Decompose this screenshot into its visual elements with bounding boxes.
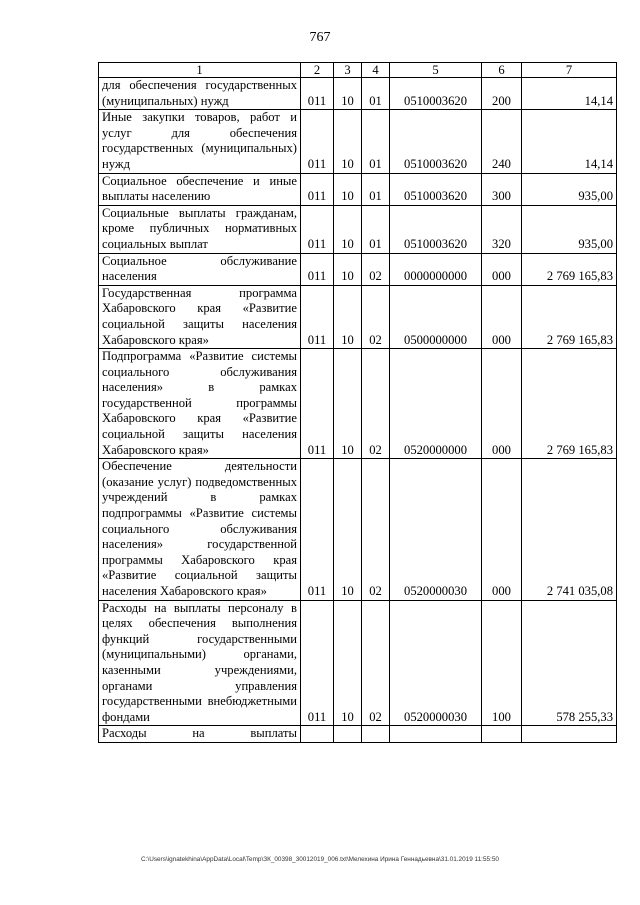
header-col-4: 4 xyxy=(362,63,390,78)
row-expense-type: 000 xyxy=(482,349,522,459)
row-target-article: 0520000000 xyxy=(390,349,482,459)
row-name: Расходы на выплаты персоналу в целях обеспечения выполнения функций государственными (муниципальными) органами, казенными учреждениями, органами управления государственными внебюджетными фондами xyxy=(99,600,301,726)
row-target-article: 0000000000 xyxy=(390,253,482,285)
row-section: 10 xyxy=(334,110,362,173)
row-target-article: 0500000000 xyxy=(390,285,482,348)
row-ministry-code: 011 xyxy=(301,600,334,726)
row-section xyxy=(334,726,362,743)
row-ministry-code: 011 xyxy=(301,285,334,348)
row-expense-type: 240 xyxy=(482,110,522,173)
row-section: 10 xyxy=(334,205,362,253)
row-subsection: 01 xyxy=(362,78,390,110)
row-ministry-code: 011 xyxy=(301,110,334,173)
row-target-article xyxy=(390,726,482,743)
row-amount: 14,14 xyxy=(522,110,617,173)
row-subsection: 02 xyxy=(362,253,390,285)
row-section: 10 xyxy=(334,173,362,205)
row-amount: 2 769 165,83 xyxy=(522,285,617,348)
row-ministry-code: 011 xyxy=(301,349,334,459)
row-amount: 935,00 xyxy=(522,173,617,205)
row-subsection: 02 xyxy=(362,600,390,726)
row-section: 10 xyxy=(334,253,362,285)
row-expense-type: 000 xyxy=(482,253,522,285)
row-section: 10 xyxy=(334,349,362,459)
table-row xyxy=(99,459,617,600)
row-subsection: 02 xyxy=(362,285,390,348)
row-name: Подпрограмма «Развитие системы социального обслуживания населения» в рамках государственной программы Хабаровского края «Развитие социальной защиты населения Хабаровского края» xyxy=(99,349,301,459)
row-subsection: 01 xyxy=(362,205,390,253)
row-ministry-code xyxy=(301,726,334,743)
row-section: 10 xyxy=(334,600,362,726)
table-row xyxy=(99,600,617,726)
row-expense-type xyxy=(482,726,522,743)
header-col-7: 7 xyxy=(522,63,617,78)
row-expense-type: 100 xyxy=(482,600,522,726)
row-target-article: 0520000030 xyxy=(390,600,482,726)
row-ministry-code: 011 xyxy=(301,173,334,205)
row-name: Государственная программа Хабаровского края «Развитие социальной защиты населения Хабаровского края» xyxy=(99,285,301,348)
row-target-article: 0510003620 xyxy=(390,78,482,110)
table-row xyxy=(99,726,617,743)
budget-table xyxy=(98,62,617,743)
page-number: 767 xyxy=(309,30,331,45)
row-name: Иные закупки товаров, работ и услуг для обеспечения государственных (муниципальных) нужд xyxy=(99,110,301,173)
row-name: Обеспечение деятельности (оказание услуг) подведомственных учреждений в рамках подпрограммы «Развитие системы социального обслуживания населения» государственной программы Хабаровского края «Развитие социальной защиты населения Хабаровского края» xyxy=(99,459,301,600)
row-expense-type: 000 xyxy=(482,459,522,600)
row-expense-type: 320 xyxy=(482,205,522,253)
table-row xyxy=(99,349,617,459)
row-section: 10 xyxy=(334,78,362,110)
row-subsection: 02 xyxy=(362,459,390,600)
row-amount: 935,00 xyxy=(522,205,617,253)
row-target-article: 0520000030 xyxy=(390,459,482,600)
header-row xyxy=(99,63,617,78)
header-col-6: 6 xyxy=(482,63,522,78)
row-subsection: 01 xyxy=(362,110,390,173)
row-amount: 2 741 035,08 xyxy=(522,459,617,600)
row-name: Расходы на выплаты xyxy=(99,726,301,743)
row-expense-type: 300 xyxy=(482,173,522,205)
row-section: 10 xyxy=(334,459,362,600)
table-row xyxy=(99,173,617,205)
row-amount: 2 769 165,83 xyxy=(522,253,617,285)
row-subsection: 02 xyxy=(362,349,390,459)
row-name: Социальное обеспечение и иные выплаты населению xyxy=(99,173,301,205)
row-ministry-code: 011 xyxy=(301,253,334,285)
table-row xyxy=(99,110,617,173)
row-target-article: 0510003620 xyxy=(390,173,482,205)
row-subsection: 01 xyxy=(362,173,390,205)
row-target-article: 0510003620 xyxy=(390,205,482,253)
row-amount xyxy=(522,726,617,743)
row-ministry-code: 011 xyxy=(301,78,334,110)
header-col-5: 5 xyxy=(390,63,482,78)
row-ministry-code: 011 xyxy=(301,459,334,600)
row-expense-type: 200 xyxy=(482,78,522,110)
table-row xyxy=(99,78,617,110)
row-amount: 2 769 165,83 xyxy=(522,349,617,459)
row-name: для обеспечения государственных (муниципальных) нужд xyxy=(99,78,301,110)
row-expense-type: 000 xyxy=(482,285,522,348)
file-path-footer: C:\Users\ignatekhina\AppData\Local\Temp\ЗК_00398_30012019_006.txt\Мелехина Ирина Геннадьевна\31.01.2019 11:55:50 xyxy=(141,856,499,863)
header-col-3: 3 xyxy=(334,63,362,78)
header-col-2: 2 xyxy=(301,63,334,78)
header-col-1: 1 xyxy=(99,63,301,78)
row-name: Социальное обслуживание населения xyxy=(99,253,301,285)
row-ministry-code: 011 xyxy=(301,205,334,253)
table-row xyxy=(99,205,617,253)
table-row xyxy=(99,285,617,348)
table-row xyxy=(99,253,617,285)
row-subsection xyxy=(362,726,390,743)
row-amount: 14,14 xyxy=(522,78,617,110)
row-target-article: 0510003620 xyxy=(390,110,482,173)
row-amount: 578 255,33 xyxy=(522,600,617,726)
row-name: Социальные выплаты гражданам, кроме публичных нормативных социальных выплат xyxy=(99,205,301,253)
row-section: 10 xyxy=(334,285,362,348)
